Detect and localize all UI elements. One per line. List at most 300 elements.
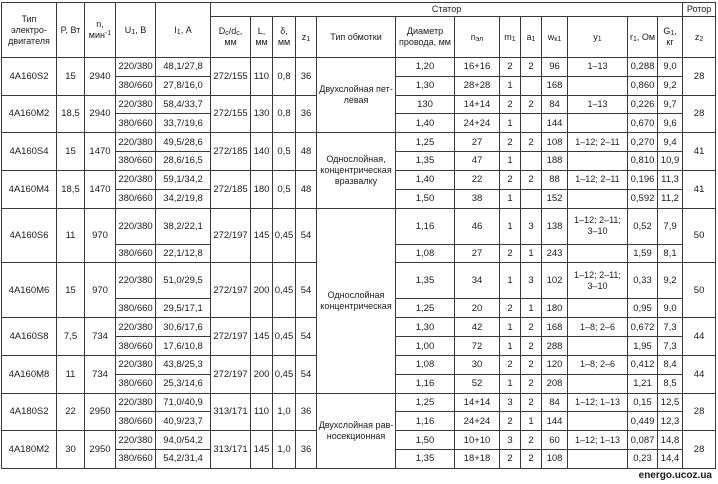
y1-cell [568,114,628,133]
wire-cell: 1,40 [396,170,455,189]
z2-cell: 44 [683,355,716,393]
gap-cell: 0,8 [273,95,296,133]
m1-cell: 2 [500,412,521,431]
wk1-cell: 144 [542,412,568,431]
motor-type-cell: 4A160S6 [2,208,57,263]
wire-cell: 1,35 [396,449,455,468]
nel-cell: 27 [455,244,500,263]
dims-cell: 272/197 [211,208,251,263]
nel-cell: 46 [455,208,500,244]
z1-cell: 54 [296,318,317,356]
table-row [2,208,716,244]
y1-cell [568,337,628,356]
motor-type-cell: 4A160S2 [2,58,57,96]
z2-cell: 44 [683,318,716,356]
wk1-cell: 84 [542,95,568,114]
m1-cell: 2 [500,355,521,374]
voltage-cell: 220/380 [116,170,156,189]
length-cell: 130 [251,95,273,133]
current-cell: 29,5/17,1 [156,299,211,318]
y1-cell [568,189,628,208]
motor-type-cell: 4A160S8 [2,318,57,356]
voltage-cell: 380/660 [116,114,156,133]
z1-cell: 36 [296,393,317,431]
r1-cell: 0,810 [628,152,658,171]
r1-cell: 0,33 [628,263,658,299]
r1-cell: 0,15 [628,393,658,412]
watermark: energo.ucoz.ua [638,470,712,481]
r1-cell: 0,672 [628,318,658,337]
a1-cell: 2 [521,170,542,189]
wk1-cell: 120 [542,355,568,374]
m1-cell: 2 [500,133,521,152]
g1-cell: 14,8 [658,431,683,450]
col-power: P, Вт [57,3,85,58]
current-cell: 48,1/27,8 [156,58,211,77]
z1-cell: 48 [296,133,317,171]
power-cell: 7,5 [57,318,85,356]
g1-cell: 8,5 [658,374,683,393]
wk1-cell: 138 [542,208,568,244]
a1-cell: 3 [521,208,542,244]
gap-cell: 0,5 [273,133,296,171]
wk1-cell: 168 [542,76,568,95]
nel-cell: 27 [455,133,500,152]
r1-cell: 0,226 [628,95,658,114]
g1-cell: 9,0 [658,58,683,77]
m1-cell: 3 [500,393,521,412]
voltage-cell: 380/660 [116,189,156,208]
speed-cell: 2950 [85,431,116,469]
gap-cell: 0,45 [273,318,296,356]
length-cell: 110 [251,58,273,96]
a1-cell: 2 [521,318,542,337]
g1-cell: 8,1 [658,244,683,263]
nel-cell: 24+24 [455,114,500,133]
rotor-group-header: Ротор [683,3,716,17]
nel-cell: 16+16 [455,58,500,77]
power-cell: 15 [57,263,85,318]
header-row-1 [2,3,716,17]
z1-cell: 54 [296,263,317,318]
a1-cell: 3 [521,263,542,299]
current-cell: 51,0/29,5 [156,263,211,299]
wk1-cell: 144 [542,114,568,133]
m1-cell: 1 [500,114,521,133]
col-dims: $D_c/d_c$, мм [211,17,251,58]
wire-cell: 1,16 [396,412,455,431]
wire-cell: 1,50 [396,431,455,450]
r1-cell: 0,670 [628,114,658,133]
current-cell: 94,0/54,2 [156,431,211,450]
r1-cell: 0,288 [628,58,658,77]
col-speed: n, мин$^{-1}$ [85,3,116,58]
g1-cell: 7,9 [658,208,683,244]
voltage-cell: 220/380 [116,393,156,412]
voltage-cell: 220/380 [116,208,156,244]
nel-cell: 34 [455,263,500,299]
current-cell: 71,0/40,9 [156,393,211,412]
m1-cell: 1 [500,76,521,95]
speed-cell: 2940 [85,95,116,133]
m1-cell: 2 [500,449,521,468]
nel-cell: 47 [455,152,500,171]
table-row [2,393,716,412]
col-g1: $G_1$, кг [658,17,683,58]
winding-type-cell: Двухслойная рав-носекционная [317,393,396,468]
r1-cell: 0,52 [628,208,658,244]
gap-cell: 0,45 [273,355,296,393]
power-cell: 30 [57,431,85,469]
winding-type-cell: Однослойная концентрическая [317,208,396,393]
motor-type-cell: 4A180S2 [2,393,57,431]
dims-cell: 272/197 [211,318,251,356]
nel-cell: 30 [455,355,500,374]
power-cell: 18,5 [57,170,85,208]
y1-cell: 1–12; 2–11 [568,133,628,152]
current-cell: 22,1/12,8 [156,244,211,263]
current-cell: 38,2/22,1 [156,208,211,244]
nel-cell: 20 [455,299,500,318]
a1-cell [521,114,542,133]
wire-cell: 1,40 [396,114,455,133]
nel-cell: 52 [455,374,500,393]
length-cell: 145 [251,431,273,469]
nel-cell: 72 [455,337,500,356]
length-cell: 200 [251,355,273,393]
g1-cell: 12,3 [658,412,683,431]
power-cell: 15 [57,133,85,171]
a1-cell: 2 [521,449,542,468]
motor-type-cell: 4A180M2 [2,431,57,469]
nel-cell: 14+14 [455,393,500,412]
g1-cell: 9,4 [658,133,683,152]
wk1-cell: 60 [542,431,568,450]
wire-cell: 1,30 [396,76,455,95]
wk1-cell: 96 [542,58,568,77]
wk1-cell: 84 [542,393,568,412]
g1-cell: 11,2 [658,189,683,208]
motor-type-cell: 4A160M2 [2,95,57,133]
a1-cell: 2 [521,393,542,412]
wire-cell: 1,08 [396,244,455,263]
wk1-cell: 108 [542,133,568,152]
g1-cell: 9,2 [658,76,683,95]
y1-cell: 1–12; 2–11; 3–10 [568,263,628,299]
stator-group-header: Статор [211,3,683,17]
dims-cell: 313/171 [211,431,251,469]
col-length: L, мм [251,17,273,58]
speed-cell: 2940 [85,58,116,96]
g1-cell: 7,3 [658,337,683,356]
length-cell: 110 [251,393,273,431]
z2-cell: 41 [683,133,716,171]
m1-cell: 2 [500,299,521,318]
a1-cell: 2 [521,431,542,450]
col-z1: $z_1$ [296,17,317,58]
z1-cell: 54 [296,208,317,263]
power-cell: 15 [57,58,85,96]
a1-cell: 2 [521,95,542,114]
wk1-cell: 102 [542,263,568,299]
voltage-cell: 380/660 [116,412,156,431]
wk1-cell: 180 [542,299,568,318]
col-y1: $y_1$ [568,17,628,58]
wk1-cell: 88 [542,170,568,189]
z1-cell: 36 [296,95,317,133]
m1-cell: 2 [500,58,521,77]
col-r1: $r_1$, Ом [628,17,658,58]
a1-cell [521,76,542,95]
motor-type-cell: 4A160S4 [2,133,57,171]
current-cell: 33,7/19,6 [156,114,211,133]
z2-cell: 28 [683,393,716,431]
voltage-cell: 220/380 [116,318,156,337]
y1-cell: 1–12; 2–11 [568,170,628,189]
wire-cell: 1,25 [396,133,455,152]
current-cell: 40,9/23,7 [156,412,211,431]
dims-cell: 272/197 [211,355,251,393]
wire-cell: 1,35 [396,152,455,171]
power-cell: 11 [57,355,85,393]
voltage-cell: 220/380 [116,263,156,299]
r1-cell: 1,95 [628,337,658,356]
gap-cell: 0,45 [273,208,296,263]
z2-cell: 41 [683,170,716,208]
y1-cell: 1–12; 1–13 [568,431,628,450]
current-cell: 58,4/33,7 [156,95,211,114]
y1-cell [568,152,628,171]
wire-cell: 1,50 [396,189,455,208]
y1-cell [568,76,628,95]
length-cell: 145 [251,318,273,356]
r1-cell: 0,449 [628,412,658,431]
power-cell: 11 [57,208,85,263]
nel-cell: 22 [455,170,500,189]
r1-cell: 0,95 [628,299,658,318]
g1-cell: 14,4 [658,449,683,468]
length-cell: 145 [251,208,273,263]
a1-cell: 2 [521,133,542,152]
motor-winding-table [1,2,716,469]
col-gap: δ, мм [273,17,296,58]
z2-cell: 28 [683,95,716,133]
speed-cell: 970 [85,208,116,263]
a1-cell: 1 [521,412,542,431]
gap-cell: 1,0 [273,393,296,431]
current-cell: 43,8/25,3 [156,355,211,374]
nel-cell: 18+18 [455,449,500,468]
dims-cell: 272/155 [211,58,251,96]
y1-cell [568,374,628,393]
length-cell: 180 [251,170,273,208]
m1-cell: 1 [500,263,521,299]
current-cell: 49,5/28,6 [156,133,211,152]
nel-cell: 24+24 [455,412,500,431]
r1-cell: 1,21 [628,374,658,393]
r1-cell: 0,412 [628,355,658,374]
m1-cell: 1 [500,189,521,208]
wire-cell: 1,30 [396,318,455,337]
g1-cell: 9,7 [658,95,683,114]
table-row [2,133,716,152]
voltage-cell: 220/380 [116,58,156,77]
col-nel: $n_{эл}$ [455,17,500,58]
a1-cell [521,152,542,171]
y1-cell: 1–13 [568,95,628,114]
wire-cell: 1,00 [396,337,455,356]
r1-cell: 0,270 [628,133,658,152]
wire-cell: 1,25 [396,393,455,412]
voltage-cell: 380/660 [116,449,156,468]
z1-cell: 36 [296,431,317,469]
nel-cell: 42 [455,318,500,337]
current-cell: 34,2/19,8 [156,189,211,208]
power-cell: 22 [57,393,85,431]
dims-cell: 313/171 [211,393,251,431]
motor-type-cell: 4A160M8 [2,355,57,393]
speed-cell: 734 [85,355,116,393]
voltage-cell: 220/380 [116,355,156,374]
col-z2: $z_2$ [683,17,716,58]
voltage-cell: 220/380 [116,95,156,114]
z1-cell: 48 [296,170,317,208]
winding-type-cell: Однослойная, концентрическая вразвалку [317,133,396,208]
col-winding: Тип обмотки [317,17,396,58]
m1-cell: 1 [500,374,521,393]
a1-cell: 1 [521,244,542,263]
y1-cell: 1–13 [568,58,628,77]
y1-cell: 1–12; 2–11; 3–10 [568,208,628,244]
m1-cell: 2 [500,244,521,263]
wk1-cell: 152 [542,189,568,208]
speed-cell: 734 [85,318,116,356]
g1-cell: 9,6 [658,114,683,133]
dims-cell: 272/155 [211,95,251,133]
motor-type-cell: 4A160M4 [2,170,57,208]
g1-cell: 8,4 [658,355,683,374]
z2-cell: 28 [683,431,716,469]
current-cell: 30,6/17,6 [156,318,211,337]
m1-cell: 2 [500,95,521,114]
y1-cell: 1–12; 1–13 [568,393,628,412]
winding-type-cell: Двухслойная пет-левая [317,58,396,133]
r1-cell: 0,196 [628,170,658,189]
current-cell: 59,1/34,2 [156,170,211,189]
y1-cell [568,299,628,318]
speed-cell: 970 [85,263,116,318]
dims-cell: 272/197 [211,263,251,318]
gap-cell: 0,8 [273,58,296,96]
voltage-cell: 220/380 [116,431,156,450]
wire-cell: 1,16 [396,208,455,244]
col-current: $I_1$, А [156,3,211,58]
col-a1: $a_1$ [521,17,542,58]
y1-cell: 1–8; 2–6 [568,355,628,374]
g1-cell: 10,9 [658,152,683,171]
z2-cell: 28 [683,58,716,96]
a1-cell: 2 [521,355,542,374]
wk1-cell: 168 [542,318,568,337]
length-cell: 140 [251,133,273,171]
wk1-cell: 188 [542,152,568,171]
voltage-cell: 380/660 [116,244,156,263]
gap-cell: 0,45 [273,263,296,318]
speed-cell: 1470 [85,170,116,208]
dims-cell: 272/185 [211,170,251,208]
y1-cell: 1–8; 2–6 [568,318,628,337]
a1-cell: 2 [521,374,542,393]
gap-cell: 0,5 [273,170,296,208]
current-cell: 54,2/31,4 [156,449,211,468]
m1-cell: 3 [500,431,521,450]
g1-cell: 9,0 [658,299,683,318]
current-cell: 27,8/16,0 [156,76,211,95]
length-cell: 200 [251,263,273,318]
g1-cell: 11,3 [658,170,683,189]
r1-cell: 1,59 [628,244,658,263]
voltage-cell: 380/660 [116,76,156,95]
z1-cell: 36 [296,58,317,96]
r1-cell: 0,592 [628,189,658,208]
a1-cell: 2 [521,58,542,77]
nel-cell: 14+14 [455,95,500,114]
m1-cell: 1 [500,152,521,171]
y1-cell [568,412,628,431]
current-cell: 25,3/14,6 [156,374,211,393]
m1-cell: 1 [500,337,521,356]
current-cell: 17,6/10,8 [156,337,211,356]
g1-cell: 7,3 [658,318,683,337]
wire-cell: 1,16 [396,374,455,393]
dims-cell: 272/185 [211,133,251,171]
col-wire: Диаметр провода, мм [396,17,455,58]
col-wk1: $w_{к1}$ [542,17,568,58]
voltage-cell: 380/660 [116,152,156,171]
z1-cell: 54 [296,355,317,393]
wire-cell: 130 [396,95,455,114]
m1-cell: 1 [500,318,521,337]
wk1-cell: 108 [542,449,568,468]
table-row [2,58,716,77]
voltage-cell: 380/660 [116,337,156,356]
nel-cell: 28+28 [455,76,500,95]
z2-cell: 50 [683,263,716,318]
wire-cell: 1,08 [396,355,455,374]
motor-type-cell: 4A160M6 [2,263,57,318]
wire-cell: 1,35 [396,263,455,299]
wk1-cell: 288 [542,337,568,356]
col-m1: $m_1$ [500,17,521,58]
r1-cell: 0,860 [628,76,658,95]
a1-cell [521,189,542,208]
power-cell: 18,5 [57,95,85,133]
voltage-cell: 380/660 [116,374,156,393]
g1-cell: 9,2 [658,263,683,299]
wire-cell: 1,25 [396,299,455,318]
g1-cell: 12,5 [658,393,683,412]
gap-cell: 1,0 [273,431,296,469]
y1-cell [568,244,628,263]
wk1-cell: 243 [542,244,568,263]
r1-cell: 0,23 [628,449,658,468]
a1-cell: 2 [521,337,542,356]
m1-cell: 1 [500,208,521,244]
y1-cell [568,449,628,468]
a1-cell: 1 [521,299,542,318]
speed-cell: 1470 [85,133,116,171]
col-voltage: $U_1$, В [116,3,156,58]
